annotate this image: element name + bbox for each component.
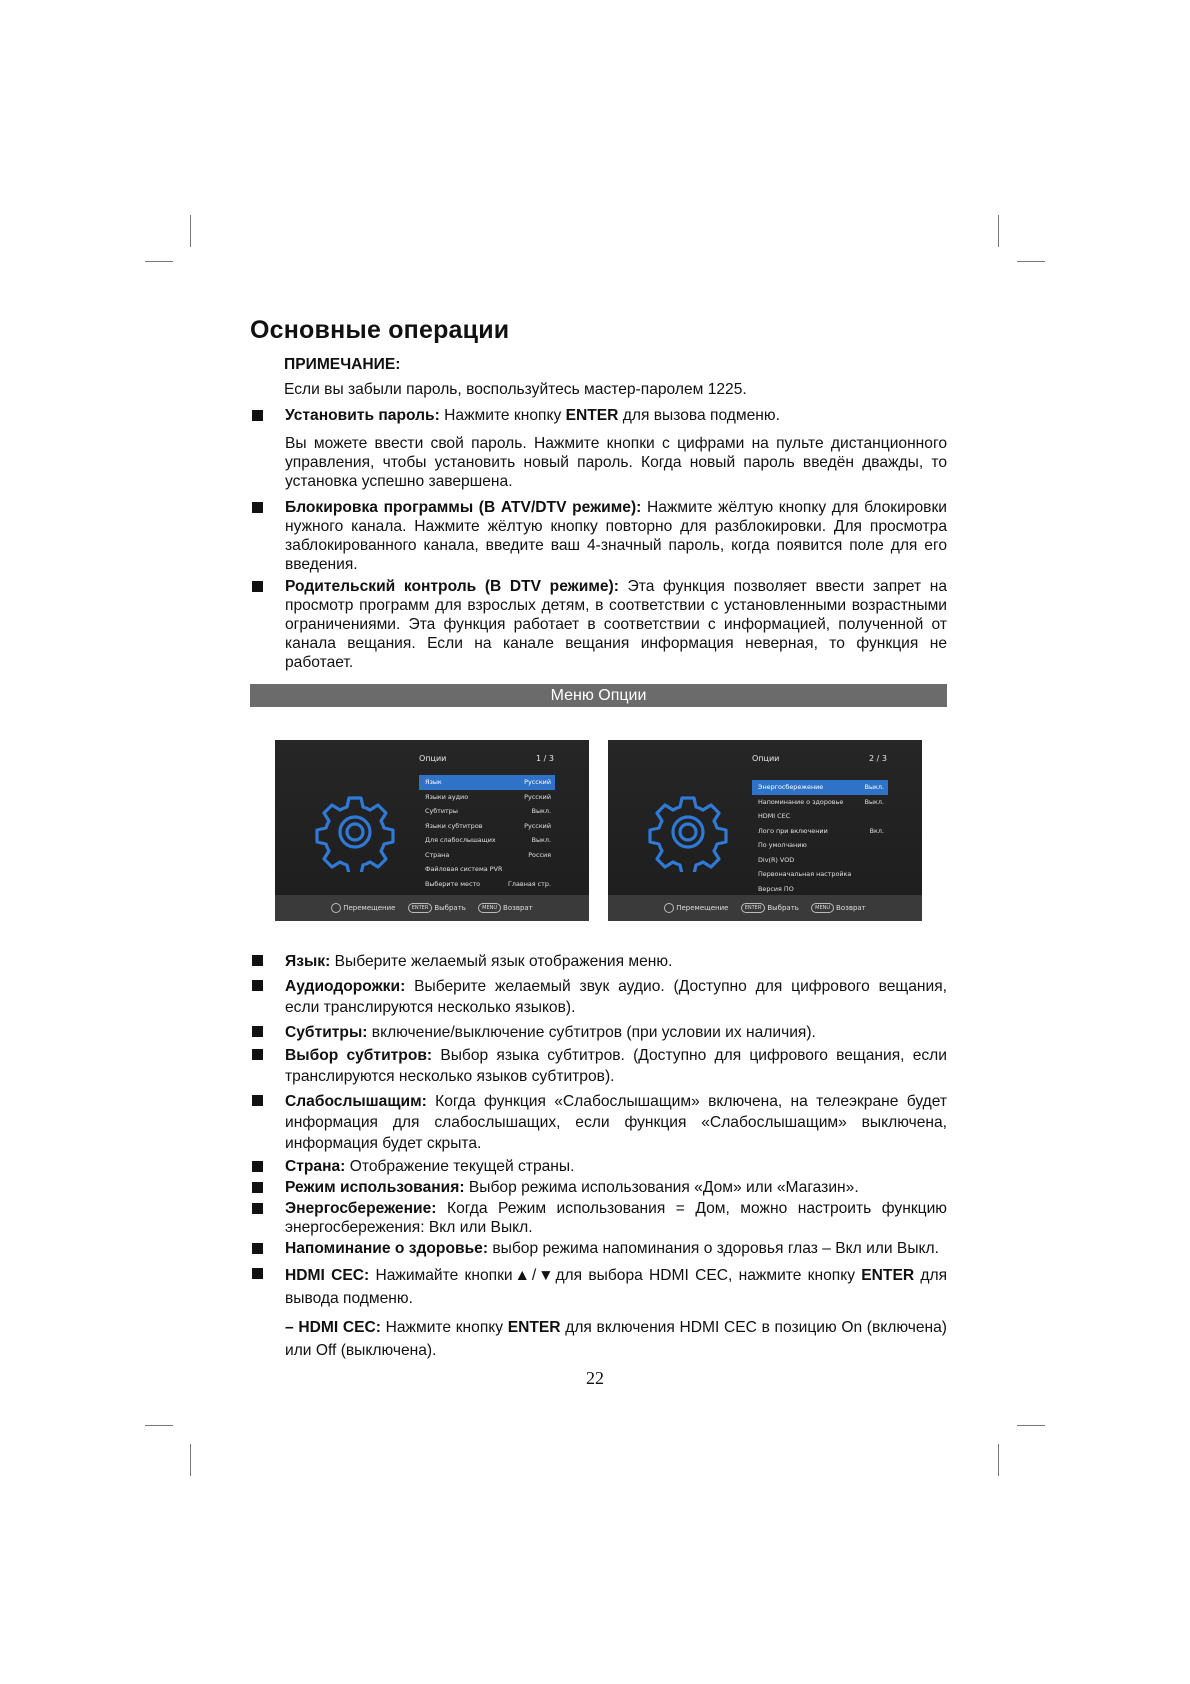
menu-item-health-reminder[interactable] xyxy=(752,795,888,810)
item-text: Нажмите кнопку xyxy=(380,1319,508,1336)
menu-item-label: Лого при включении xyxy=(758,826,828,835)
item-text: Нажмите жёлтую кнопку для блокировки нужного канала. Нажмите жёлтую кнопку повторно для разблокировки. Для просмотра заблокированного канала, введите ваш 4-значный пароль, когда появится поле для его введения. xyxy=(285,499,947,573)
bullet-square-icon xyxy=(252,1268,263,1279)
menu-item-label: Энергосбережение xyxy=(758,783,824,791)
options-screen-2 xyxy=(608,740,922,921)
hint-back: Возврат xyxy=(836,904,866,912)
crop-mark xyxy=(145,261,173,262)
item-text: Когда Режим использования = Дом, можно настроить функцию энергосбережения: Вкл или Выкл. xyxy=(285,1200,947,1236)
item-term: Режим использования: xyxy=(285,1179,465,1196)
top-list xyxy=(250,406,947,672)
bullet-square-icon xyxy=(252,955,263,966)
bullet-square-icon xyxy=(252,1095,263,1106)
bullet-square-icon xyxy=(252,1203,263,1214)
bullet-square-icon xyxy=(252,1243,263,1254)
menu-key-icon: MENU xyxy=(478,903,501,913)
menu-item-value: Выкл. xyxy=(531,807,551,815)
screen-footer xyxy=(275,895,589,921)
item-text: Нажмите кнопку xyxy=(439,407,566,424)
item-term: – HDMI CEC: xyxy=(285,1319,381,1336)
navigate-icon xyxy=(664,903,674,913)
hint-select: Выбрать xyxy=(767,904,799,912)
crop-mark xyxy=(998,215,999,247)
item-term: Установить пароль: xyxy=(285,407,440,424)
crop-mark xyxy=(1017,1425,1045,1426)
item-text: для вывода подменю. xyxy=(285,1267,948,1307)
list-item xyxy=(250,1239,947,1258)
menu-item-value: Русский xyxy=(524,792,551,801)
item-text: Выберите желаемый язык отображения меню. xyxy=(330,953,673,970)
menu-item-pvr-filesystem[interactable] xyxy=(419,862,555,877)
screen-header xyxy=(419,754,554,763)
gear-icon xyxy=(648,792,728,872)
menu-item-subtitle-languages[interactable] xyxy=(419,819,555,834)
menu-item-label: Первоначальная настройка xyxy=(758,870,852,878)
menu-item-divx-vod[interactable] xyxy=(752,853,888,868)
bullet-square-icon xyxy=(252,581,263,592)
screen-header xyxy=(752,754,887,763)
menu-item-value: Выкл. xyxy=(864,797,884,806)
list-item xyxy=(250,406,947,425)
menu-item-label: Напоминание о здоровье xyxy=(758,797,844,806)
list-item-detail: Вы можете ввести свой пароль. Нажмите кнопки с цифрами на пульте дистанционного управления, чтобы установить новый пароль. Когда новый пароль введён дважды, то установка успешно завершена. xyxy=(285,435,947,490)
list-item-detail xyxy=(250,1316,947,1362)
menu-key-icon: MENU xyxy=(811,903,834,913)
page-indicator: 2 / 3 xyxy=(869,754,887,763)
item-term: Страна: xyxy=(285,1158,346,1175)
bullet-square-icon xyxy=(252,502,263,513)
screen-title: Опции xyxy=(752,754,780,763)
item-term: Выбор субтитров: xyxy=(285,1047,433,1064)
item-term: Слабослышащим: xyxy=(285,1093,427,1110)
item-text: Нажимайте кнопки▲/▼для выбора HDMI CEC, нажмите кнопку xyxy=(369,1267,862,1284)
menu-item-hearing-impaired[interactable] xyxy=(419,833,555,848)
item-text: Эта функция позволяет ввести запрет на просмотр программ для взрослых детям, в соответствии с установленными возрастными ограничениями. Эта функция работает в соответствии с информацией, полученной от канала вещания. Если на канале вещания информация неверная, то функция не работает. xyxy=(285,578,947,671)
list-item xyxy=(250,498,947,574)
note-text: Если вы забыли пароль, воспользуйтесь мастер-паролем 1225. xyxy=(284,381,747,398)
menu-item-label: HDMI CEC xyxy=(758,812,791,820)
enter-key-icon: ENTER xyxy=(741,903,766,913)
menu-item-initial-setup[interactable] xyxy=(752,867,888,882)
list-item xyxy=(250,1157,947,1176)
menu-item-value: Россия xyxy=(528,850,551,859)
menu-item-value: Выкл. xyxy=(864,783,884,791)
list-item xyxy=(250,951,947,972)
hint-select: Выбрать xyxy=(434,904,466,912)
menu-item-value: Вкл. xyxy=(869,826,884,835)
section-bar: Меню Опции xyxy=(250,684,947,707)
navigate-icon xyxy=(331,903,341,913)
note-title: ПРИМЕЧАНИЕ: xyxy=(284,356,401,373)
menu-item-label: Div(R) VOD xyxy=(758,855,795,864)
item-text: выбор режима напоминания о здоровья глаз – Вкл или Выкл. xyxy=(488,1240,939,1257)
list-item xyxy=(250,1091,947,1154)
item-term: Родительский контроль (В DTV режиме): xyxy=(285,578,619,595)
menu-list xyxy=(752,780,888,896)
hint-move: Перемещение xyxy=(343,904,396,912)
crop-mark xyxy=(190,215,191,247)
screen-title: Опции xyxy=(419,754,447,763)
page-title: Основные операции xyxy=(250,316,510,344)
item-term: Субтитры: xyxy=(285,1024,368,1041)
menu-item-label: Языки субтитров xyxy=(425,821,483,830)
menu-item-label: Для слабослышащих xyxy=(425,836,496,844)
menu-item-label: Языки аудио xyxy=(425,792,469,801)
item-term: Блокировка программы (В ATV/DTV режиме): xyxy=(285,499,642,516)
item-term: Аудиодорожки: xyxy=(285,978,406,995)
item-term: HDMI CEC: xyxy=(285,1267,370,1284)
list-item xyxy=(250,1264,947,1310)
bullet-square-icon xyxy=(252,1161,263,1172)
menu-item-label: Язык xyxy=(425,778,442,786)
item-text: Выбор языка субтитров. (Доступно для цифрового вещания, если транслируются несколько языков субтитров). xyxy=(285,1047,947,1085)
screen-footer xyxy=(608,895,922,921)
item-term: Язык: xyxy=(285,953,331,970)
menu-item-country[interactable] xyxy=(419,848,555,863)
crop-mark xyxy=(190,1444,191,1476)
bullet-square-icon xyxy=(252,1182,263,1193)
bullet-square-icon xyxy=(252,410,263,421)
hint-move: Перемещение xyxy=(676,904,729,912)
menu-item-label: Файловая система PVR xyxy=(425,865,503,873)
bullet-square-icon xyxy=(252,1049,263,1060)
crop-mark xyxy=(145,1425,173,1426)
bottom-list xyxy=(250,951,947,1362)
menu-item-language[interactable] xyxy=(419,775,555,790)
item-key: ENTER xyxy=(507,1319,561,1336)
menu-item-software-version[interactable] xyxy=(752,882,888,897)
bullet-square-icon xyxy=(252,980,263,991)
menu-item-value: Главная стр. xyxy=(508,879,551,888)
bullet-square-icon xyxy=(252,1026,263,1037)
page-number: 22 xyxy=(586,1368,604,1388)
item-text: Выберите желаемый звук аудио. (Доступно для цифрового вещания, если транслируются несколько языков). xyxy=(285,978,947,1016)
item-key: ENTER xyxy=(861,1267,915,1284)
page-indicator: 1 / 3 xyxy=(536,754,554,763)
menu-item-label: По умолчанию xyxy=(758,841,807,849)
list-item xyxy=(250,976,947,1018)
item-key: ENTER xyxy=(565,407,619,424)
crop-mark xyxy=(998,1444,999,1476)
item-text: для вызова подменю. xyxy=(618,407,780,424)
gear-icon xyxy=(315,792,395,872)
list-item xyxy=(250,577,947,672)
item-text: Отображение текущей страны. xyxy=(345,1158,575,1175)
menu-item-power-saving[interactable] xyxy=(752,780,888,795)
item-text: Выбор режима использования «Дом» или «Магазин». xyxy=(464,1179,859,1196)
enter-key-icon: ENTER xyxy=(408,903,433,913)
menu-item-boot-logo[interactable] xyxy=(752,824,888,839)
menu-item-audio-languages[interactable] xyxy=(419,790,555,805)
menu-item-value: Русский xyxy=(524,821,551,830)
list-item xyxy=(250,1199,947,1237)
menu-item-label: Версия ПО xyxy=(758,884,794,893)
menu-item-defaults[interactable] xyxy=(752,838,888,853)
item-text: для включения HDMI CEC в позицию On (включена) или Off (выключена). xyxy=(285,1319,947,1359)
menu-item-value: Выкл. xyxy=(531,836,551,844)
menu-item-label: Страна xyxy=(425,850,450,859)
crop-mark xyxy=(1017,261,1045,262)
list-item xyxy=(250,1022,947,1043)
list-item xyxy=(250,1178,947,1197)
item-text: Когда функция «Слабослышащим» включена, на телеэкране будет информация для слабослышащих, если функция «Слабослышащим» выключена, информация будет скрыта. xyxy=(285,1093,947,1152)
menu-item-location[interactable] xyxy=(419,877,555,892)
menu-item-label: Субтитры xyxy=(425,807,458,815)
menu-item-label: Выберите место xyxy=(425,879,481,888)
options-screen-1 xyxy=(275,740,589,921)
item-term: Напоминание о здоровье: xyxy=(285,1240,489,1257)
menu-item-hdmi-cec[interactable] xyxy=(752,809,888,824)
menu-item-subtitles[interactable] xyxy=(419,804,555,819)
list-item xyxy=(250,1045,947,1087)
item-text: включение/выключение субтитров (при условии их наличия). xyxy=(367,1024,816,1041)
hint-back: Возврат xyxy=(503,904,533,912)
item-term: Энергосбережение: xyxy=(285,1200,437,1217)
menu-item-value: Русский xyxy=(524,778,551,786)
menu-list xyxy=(419,775,555,891)
